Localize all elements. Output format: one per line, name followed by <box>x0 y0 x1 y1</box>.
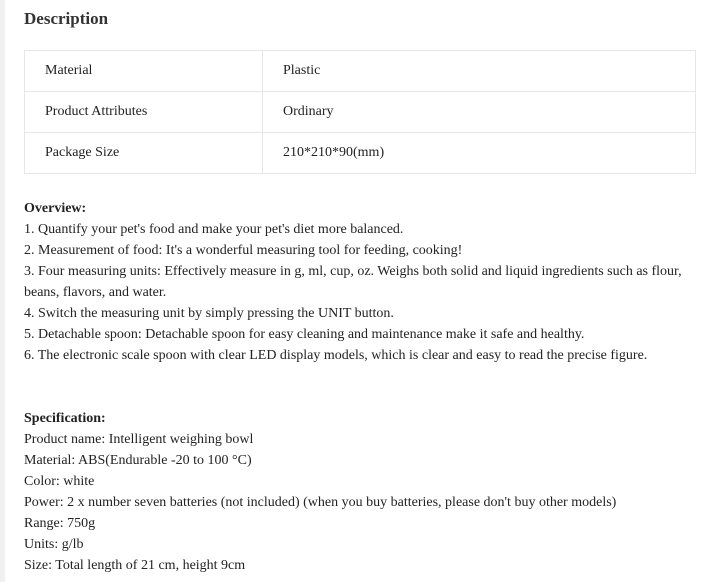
specification-item: Material: ABS(Endurable -20 to 100 °C) <box>24 453 252 468</box>
overview-item: 2. Measurement of food: It's a wonderful measuring tool for feeding, cooking! <box>24 243 463 258</box>
attributes-table <box>24 50 696 174</box>
description-title: Description <box>24 9 109 28</box>
table-row <box>25 51 696 92</box>
specification-item: Power: 2 x number seven batteries (not included) (when you buy batteries, please don't buy other models) <box>24 495 617 510</box>
specification-item: Size: Total length of 21 cm, height 9cm <box>24 558 246 573</box>
overview-item: 4. Switch the measuring unit by simply pressing the UNIT button. <box>24 306 394 321</box>
overview-item: 3. Four measuring units: Effectively measure in g, ml, cup, oz. Weighs both solid and liquid ingredients such as flour, beans, flavors, and water. <box>24 264 682 300</box>
overview-item: 6. The electronic scale spoon with clear LED display models, which is clear and easy to read the precise figure. <box>24 348 648 363</box>
attribute-name: Material <box>25 51 263 92</box>
description-body <box>24 198 690 576</box>
specification-item: Units: g/lb <box>24 537 84 552</box>
attribute-value: Ordinary <box>263 92 696 133</box>
attribute-value: 210*210*90(mm) <box>263 133 696 174</box>
overview-item: 1. Quantify your pet's food and make your pet's diet more balanced. <box>24 222 404 237</box>
attribute-value: Plastic <box>263 51 696 92</box>
specification-heading: Specification: <box>24 411 106 426</box>
attribute-name: Package Size <box>25 133 263 174</box>
specification-item: Product name: Intelligent weighing bowl <box>24 432 254 447</box>
table-row <box>25 92 696 133</box>
specification-item: Range: 750g <box>24 516 96 531</box>
specification-item: Color: white <box>24 474 95 489</box>
attribute-name: Product Attributes <box>25 92 263 133</box>
overview-heading: Overview: <box>24 201 87 216</box>
left-border <box>0 0 5 582</box>
overview-item: 5. Detachable spoon: Detachable spoon for easy cleaning and maintenance make it safe and healthy. <box>24 327 585 342</box>
section-spacer <box>24 366 690 408</box>
table-row <box>25 133 696 174</box>
